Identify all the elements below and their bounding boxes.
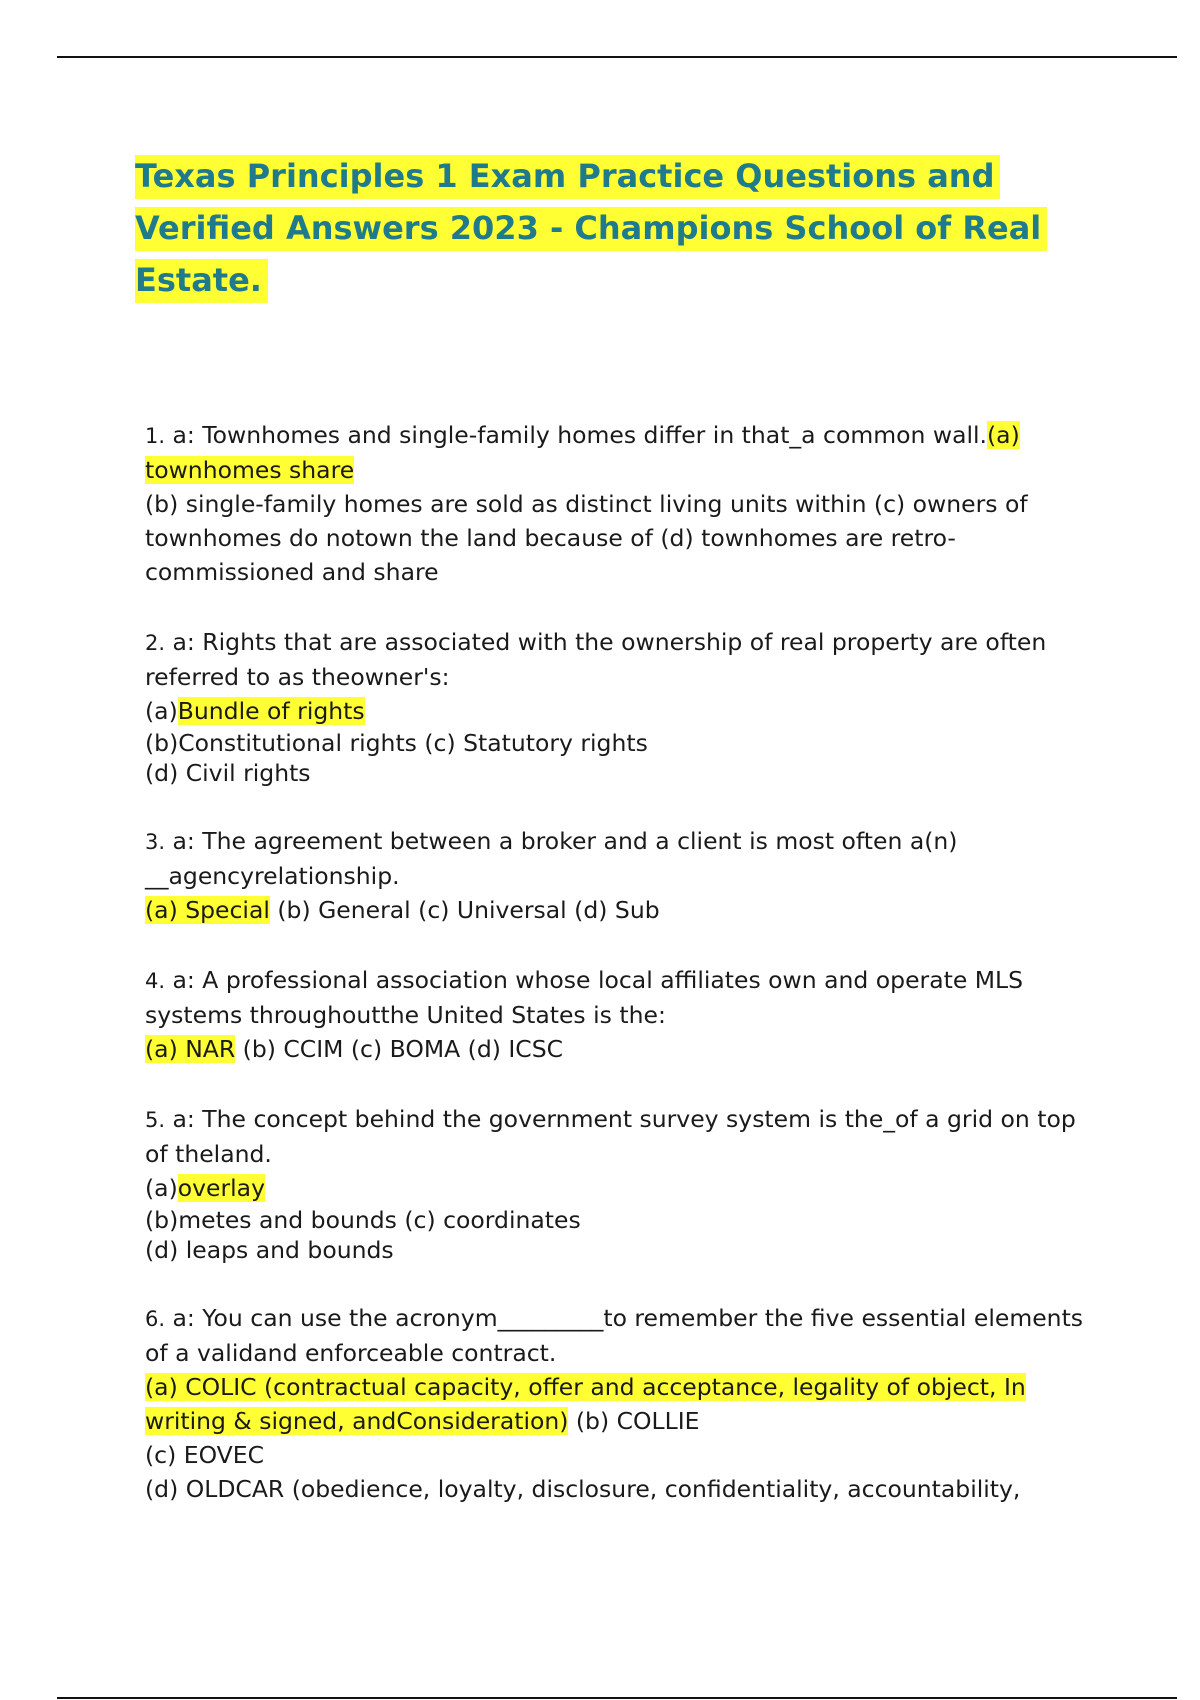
question-5: [145, 1102, 1105, 1265]
question-stem: 3. a: The agreement between a broker and a client is most often a(n) __agencyrelationship.: [145, 827, 958, 890]
correct-answer: overlay: [177, 1174, 265, 1202]
correct-answer: Bundle of rights: [177, 697, 365, 725]
document-title: Texas Principles 1 Exam Practice Questions and Verified Answers 2023 - Champions School of Real Estate.: [135, 150, 1095, 306]
answer-line: (a) NAR (b) CCIM (c) BOMA (d) ICSC: [145, 1035, 564, 1063]
question-stem: 4. a: A professional association whose local affiliates own and operate MLS systems throughoutthe United States is the:: [145, 966, 1024, 1029]
answer-line: (a) Special (b) General (c) Universal (d) Sub: [145, 896, 660, 924]
other-options: (b) single-family homes are sold as distinct living units within (c) owners of townhomes do notown the land because of (d) townhomes are retro-commissioned and share: [145, 490, 1028, 586]
correct-answer: (a) Special: [145, 896, 270, 924]
question-stem: 1. a: Townhomes and single-family homes differ in that_a common wall.(a) townhomes share: [145, 421, 1020, 484]
question-list: [145, 418, 1105, 1542]
question-1: [145, 418, 1105, 589]
question-3: [145, 824, 1105, 927]
answer-line: (a) COLIC (contractual capacity, offer and acceptance, legality of object, In writing & signed, andConsideration) (b) COLLIE: [145, 1373, 1026, 1435]
option-b: (b)metes and bounds (c) coordinates: [145, 1206, 581, 1234]
question-stem: 2. a: Rights that are associated with the ownership of real property are often referred to as theowner's:: [145, 628, 1047, 691]
question-4: [145, 963, 1105, 1066]
correct-answer: (a) NAR: [145, 1035, 236, 1063]
answer-line: (a)overlay: [145, 1174, 265, 1202]
option-d: (d) OLDCAR (obedience, loyalty, disclosure, confidentiality, accountability,: [145, 1475, 1021, 1503]
option-c: (c) EOVEC: [145, 1441, 264, 1469]
question-2: [145, 625, 1105, 788]
question-stem: 6. a: You can use the acronym_________to remember the five essential elements of a validand enforceable contract.: [145, 1304, 1084, 1367]
answer-line: (a)Bundle of rights: [145, 697, 365, 725]
correct-answer: (a) COLIC (contractual capacity, offer and acceptance, legality of object, In writing & signed, andConsideration): [145, 1373, 1026, 1435]
option-d: (d) Civil rights: [145, 759, 311, 787]
correct-answer: (a) townhomes share: [145, 421, 1020, 484]
option-b: (b)Constitutional rights (c) Statutory rights: [145, 729, 648, 757]
bottom-rule: [57, 1697, 1177, 1699]
top-rule: [57, 56, 1177, 58]
option-d: (d) leaps and bounds: [145, 1236, 394, 1264]
question-stem: 5. a: The concept behind the government survey system is the_of a grid on top of theland.: [145, 1105, 1076, 1168]
question-6: [145, 1301, 1105, 1506]
